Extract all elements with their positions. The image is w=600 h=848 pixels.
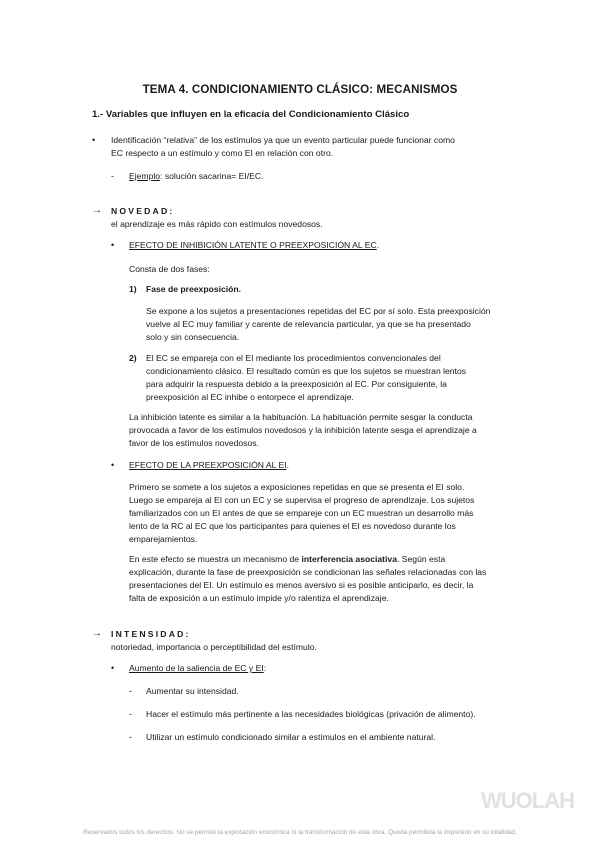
salience-title-underlined: Aumento de la saliencia de EC y EI [129,663,264,673]
phase-1-line-1: Se expone a los sujetos a presentaciones repetidas del EC por sí solo. Esta preexposición [146,306,491,316]
latent-inhibition-line-1: La inhibición latente es similar a la habituación. La habituación permite sesgar la conducta [129,412,473,422]
interference-line-1 [129,553,445,565]
interference-bold-term: interferencia asociativa [301,554,397,564]
effect-latent-inhibition-link: EFECTO DE INHIBICIÓN LATENTE O PREEXPOSICIÓN AL EC [129,240,377,250]
intensidad-label: INTENSIDAD: [111,629,191,639]
interference-line-4: falta de exposición a un estímulo impide y/o ralentiza el aprendizaje. [129,593,389,603]
phase-1-title: Fase de preexposición. [146,284,242,294]
dash-icon: - [129,709,132,719]
document-title: TEMA 4. CONDICIONAMIENTO CLÁSICO: MECANISMOS [142,83,458,96]
example-text: : solución sacarina= EI/EC. [160,171,264,181]
relative-identification-line-1: Identificación “relativa” de los estímulos ya que un evento particular puede funcionar como [111,135,455,145]
interference-pre: En este efecto se muestra un mecanismo de [129,554,302,564]
effect-latent-inhibition-title [129,239,379,251]
ei-preexposure-line-4: lento de la RC al EC que los participantes para quienes el EI es novedoso durante los [129,521,456,531]
phase-2-number: 2) [129,353,137,363]
salience-title [129,662,266,674]
bullet-icon: • [92,135,96,145]
effect-ei-preexposure-period: . [286,460,289,470]
bullet-icon: • [111,460,115,470]
list-item: Hacer el estímulo más pertinente a las necesidades biológicas (privación de alimento). [146,709,476,719]
phase-1-line-2: vuelve al EC muy familiar y carente de relevancia particular, ya que se ha presentado [146,319,471,329]
effect-ei-preexposure-title [129,459,289,471]
latent-inhibition-line-2: provocada a favor de los estímulos novedosos y la inhibición latente sesga el aprendizaje a [129,425,477,435]
phase-2-line-2: condicionamiento clásico. El resultado común es que los sujetos se muestran lentos [146,366,467,376]
novedad-description: el aprendizaje es más rápido con estímulos novedosos. [111,219,323,229]
salience-title-colon: : [263,663,267,673]
ei-preexposure-line-5: emparejamientos. [129,534,198,544]
dash-icon: - [129,732,132,742]
phase-1-number: 1) [129,284,137,294]
list-item: Utilizar un estímulo condicionado similar a estímulos en el ambiente natural. [146,732,436,742]
interference-post: . Según esta [397,554,446,564]
watermark-logo: WUOLAH [481,788,574,813]
latent-inhibition-line-3: favor de los estímulos novedosos. [129,438,259,448]
phase-2-line-4: preexposición al EC inhibe o entorpece el aprendizaje. [146,392,354,402]
phase-2-line-1: El EC se empareja con el EI mediante los procedimientos convencionales del [146,353,441,363]
phase-2-line-3: para adquirir la respuesta debido a la preexposición al EC. Por consiguiente, la [146,379,447,389]
dash-icon: - [129,686,132,696]
example-line [129,170,263,182]
phases-intro: Consta de dos fases: [129,264,210,274]
novedad-label: NOVEDAD: [111,206,175,216]
example-label: Ejemplo [129,171,161,181]
ei-preexposure-line-3: familiarizados con un EI antes de que se empareje con un EC muestran un desarrollo más [129,508,474,518]
effect-latent-inhibition-period: . [376,240,380,250]
section-heading: 1.- Variables que influyen en la eficacia del Condicionamiento Clásico [92,109,410,120]
arrow-icon: → [92,205,102,216]
list-item: Aumentar su intensidad. [146,686,239,696]
effect-ei-preexposure-link: EFECTO DE LA PREEXPOSICIÓN AL EI [129,460,287,470]
dash-icon: - [111,171,114,181]
ei-preexposure-line-1: Primero se somete a los sujetos a exposiciones repetidas en que se presenta el EI solo. [129,482,465,492]
intensidad-description: notoriedad, importancia o perceptibilidad del estímulo. [111,642,317,652]
bullet-icon: • [111,240,115,250]
relative-identification-line-2: EC respecto a un estímulo y como EI en relación con otro. [111,148,334,158]
bullet-icon: • [111,663,115,673]
interference-line-3: presentaciones del EI. Un estímulo es menos aversivo si es posible anticiparlo, es decir, la [129,580,474,590]
interference-line-2: explicación, durante la fase de preexposición se condicionan las señales relacionadas con las [129,567,487,577]
ei-preexposure-line-2: Luego se empareja al EI con un EC y se supervisa el progreso de aprendizaje. Los sujetos [129,495,475,505]
arrow-icon: → [92,628,102,639]
phase-1-line-3: solo y sin consecuencia. [146,332,240,342]
copyright-footer: Reservados todos los derechos. No se permite la explotación económica ni la transformación de esta obra. Queda permitida la impresión en su totalidad. [83,829,517,836]
